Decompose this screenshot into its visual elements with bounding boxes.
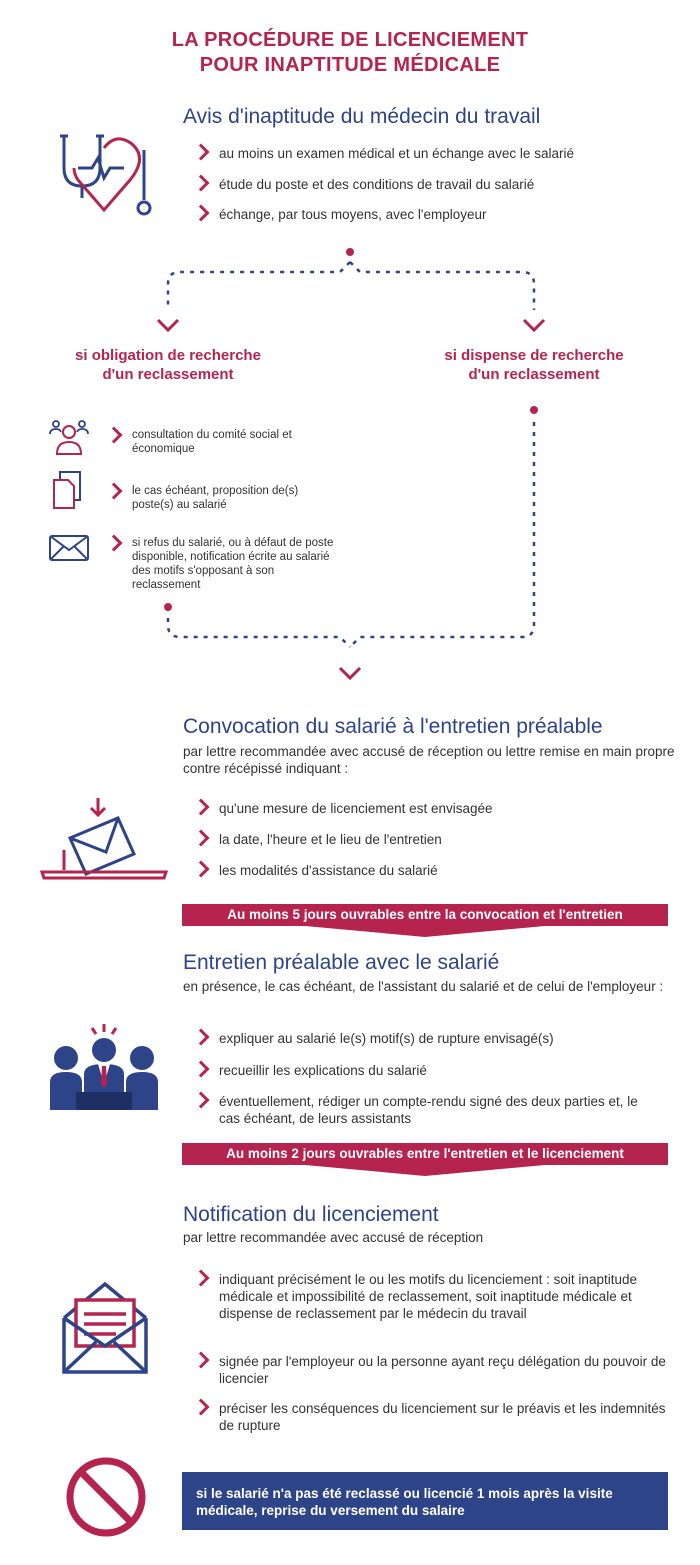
prohibited-icon — [64, 1455, 148, 1539]
list-item: préciser les conséquences du licenciement sur le préavis et les indemnités de rupture — [195, 1400, 675, 1436]
list-item: échange, par tous moyens, avec l'employeur — [195, 206, 685, 226]
people-icon — [48, 418, 90, 458]
envelope-icon — [48, 534, 90, 562]
list-item: éventuellement, rédiger un compte-rendu signé des deux parties et, le cas échéant, de leurs assistants — [195, 1093, 675, 1129]
flow-connector — [0, 240, 700, 690]
list-item: indiquant précisément le ou les motifs du licenciement : soit inaptitude médicale et impossibilité de reclassement, soit inaptitude médicale et dispense de reclassement par le médecin du travail — [195, 1271, 675, 1341]
branch-left-label: si obligation de recherche d'un reclassement — [75, 347, 261, 383]
salary-resumption-note: si le salarié n'a pas été reclassé ou licencié 1 mois après la visite médicale, reprise du versement du salaire — [182, 1472, 668, 1530]
section1-heading: Avis d'inaptitude du médecin du travail — [183, 105, 541, 128]
list-item: étude du poste et des conditions de travail du salarié — [195, 176, 685, 196]
laptop-mail-icon — [38, 792, 170, 880]
page-title: LA PROCÉDURE DE LICENCIEMENT POUR INAPTITUDE MÉDICALE — [171, 29, 529, 76]
list-item: au moins un examen médical et un échange avec le salarié — [195, 145, 685, 165]
list-item: consultation du comité social et économique — [108, 428, 338, 458]
list-item: si refus du salarié, ou à défaut de poste disponible, notification écrite au salarié des motifs s'opposant à son reclassement — [108, 536, 340, 596]
list-item: signée par l'employeur ou la personne ayant reçu délégation du pouvoir de licencier — [195, 1353, 675, 1389]
section3-heading: Entretien préalable avec le salarié — [183, 951, 500, 974]
meeting-icon — [46, 1020, 162, 1112]
delay-band: Au moins 2 jours ouvrables entre l'entretien et le licenciement — [182, 1143, 668, 1165]
list-item: la date, l'heure et le lieu de l'entretien — [195, 831, 675, 851]
stethoscope-heart-icon — [44, 128, 156, 220]
documents-icon — [50, 470, 86, 510]
section2-subtitle: par lettre recommandée avec accusé de réception ou lettre remise en main propre contre récépissé indiquant : — [183, 744, 675, 776]
open-letter-icon — [60, 1280, 150, 1376]
list-item: les modalités d'assistance du salarié — [195, 862, 675, 882]
delay-band: Au moins 5 jours ouvrables entre la convocation et l'entretien — [182, 904, 668, 926]
list-item: expliquer au salarié le(s) motif(s) de rupture envisagé(s) — [195, 1030, 675, 1050]
list-item: le cas échéant, proposition de(s) poste(s) au salarié — [108, 484, 338, 514]
list-item: recueillir les explications du salarié — [195, 1062, 675, 1082]
list-item: qu'une mesure de licenciement est envisagée — [195, 800, 675, 820]
section4-subtitle: par lettre recommandée avec accusé de réception — [183, 1230, 484, 1245]
branch-right-label: si dispense de recherche d'un reclassement — [444, 347, 624, 383]
section4-heading: Notification du licenciement — [183, 1203, 439, 1226]
section2-heading: Convocation du salarié à l'entretien préalable — [183, 715, 603, 738]
section3-subtitle: en présence, le cas échéant, de l'assistant du salarié et de celui de l'employeur : — [183, 979, 664, 994]
